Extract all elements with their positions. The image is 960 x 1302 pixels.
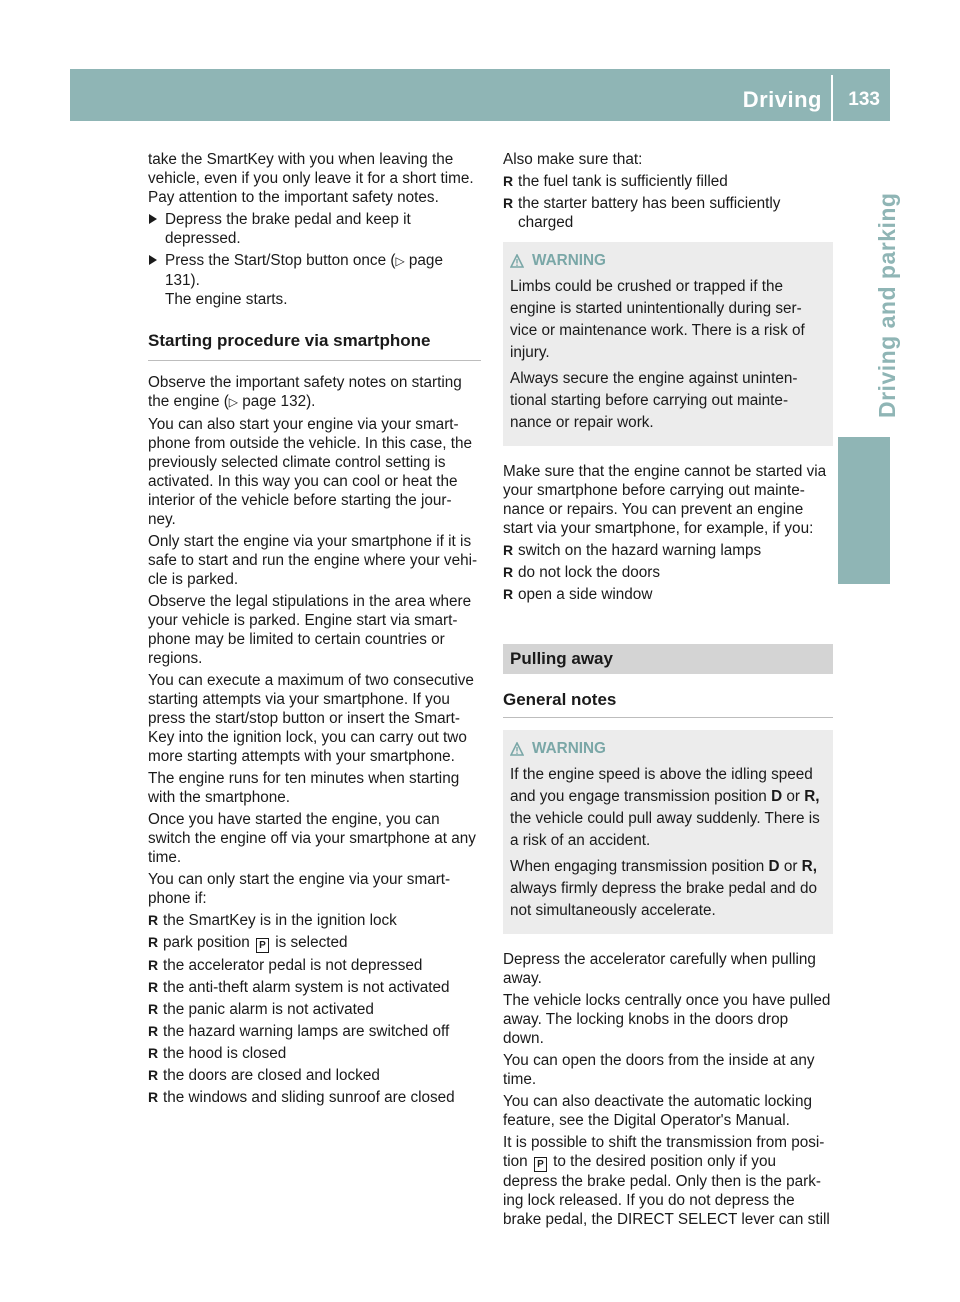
list-item: R the doors are closed and locked xyxy=(148,1067,380,1084)
list-item: R the SmartKey is in the ignition lock xyxy=(148,912,397,929)
paragraph: Observe the legal stipulations in the area where your vehicle is parked. Engine start via smart- phone may be limited to certain countries or regions. xyxy=(148,593,472,667)
intro-text: take the SmartKey with you when leaving the vehicle, even if you only leave it for a short time. Pay attention to the important safety notes. xyxy=(148,151,474,206)
list-item: R the hazard warning lamps are switched off xyxy=(148,1023,450,1040)
paragraph: You can open the doors from the inside at any time. xyxy=(503,1052,815,1088)
warning-box xyxy=(503,242,833,446)
bullet-icon: R xyxy=(503,542,514,558)
paragraph: Once you have started the engine, you can switch the engine off via your smartphone at any time. xyxy=(148,811,476,866)
bullet-icon: R xyxy=(148,1001,159,1017)
list-item: R open a side window xyxy=(503,586,653,603)
list-item: R the anti-theft alarm system is not activated xyxy=(148,979,450,996)
list-item: R the starter battery has been sufficiently charged xyxy=(503,195,781,231)
side-tab-marker xyxy=(838,437,890,584)
paragraph: The engine runs for ten minutes when starting with the smartphone. xyxy=(148,770,460,806)
list-item: R do not lock the doors xyxy=(503,564,661,581)
park-position-key: P xyxy=(534,1157,547,1172)
instruction-step: Depress the brake pedal and keep it depressed. xyxy=(148,210,481,248)
list-item: R switch on the hazard warning lamps xyxy=(503,542,762,559)
warning-triangle-icon xyxy=(510,254,524,268)
warning-triangle-icon xyxy=(510,742,524,756)
subsection-heading: General notes xyxy=(503,690,833,718)
list-item: R the accelerator pedal is not depressed xyxy=(148,957,423,974)
list-item: R the fuel tank is sufficiently filled xyxy=(503,173,728,190)
paragraph: Observe the important safety notes on starting the engine (▷ page 132). xyxy=(148,374,462,410)
side-tab-label: Driving and parking xyxy=(874,192,900,418)
warning-title: WARNING xyxy=(510,738,826,760)
paragraph: Only start the engine via your smartphone if it is safe to start and run the engine where your vehi- cle is parked. xyxy=(148,533,478,588)
right-column xyxy=(503,150,833,1232)
bullet-icon: R xyxy=(503,195,514,211)
paragraph: The vehicle locks centrally once you have pulled away. The locking knobs in the doors drop down. xyxy=(503,992,831,1047)
instruction-step: Press the Start/Stop button once (▷ page 131). The engine starts. xyxy=(148,251,481,309)
bullet-icon: R xyxy=(148,912,159,928)
bullet-icon: R xyxy=(503,586,514,602)
paragraph: You can execute a maximum of two consecutive starting attempts via your smartphone. If you press the start/stop button or insert the Smart- Key into the ignition lock, you can carry out two more starting attempts with your smartphone. xyxy=(148,672,474,765)
warning-text: Always secure the engine against uninten- tional starting before carrying out mainte- nance or repair work. xyxy=(510,370,798,431)
warning-text: When engaging transmission position D or R, always firmly depress the brake pedal and do not simultaneously accelerate. xyxy=(510,858,817,919)
step-result: The engine starts. xyxy=(165,291,288,308)
header-divider xyxy=(831,75,833,121)
bullet-icon: R xyxy=(148,934,159,950)
paragraph: You can also start your engine via your smart- phone from outside the vehicle. In this case, the previously selected climate control setting is activated. In this way you can cool or heat the interior of the vehicle before starting the jour- ney. xyxy=(148,416,472,528)
page-number: 133 xyxy=(848,89,880,110)
paragraph: Make sure that the engine cannot be started via your smartphone before carrying out mainte- nance or repairs. You can prevent an engine start via your smartphone, for example, if you: xyxy=(503,463,827,537)
left-column xyxy=(148,150,481,1110)
warning-text: If the engine speed is above the idling speed and you engage transmission position D or R, the vehicle could pull away suddenly. There is a risk of an accident. xyxy=(510,766,820,849)
page-pointer-icon: ▷ xyxy=(228,395,239,409)
park-position-key: P xyxy=(256,938,269,953)
warning-box xyxy=(503,730,833,934)
header-section-title: Driving xyxy=(742,87,822,112)
warning-title: WARNING xyxy=(510,250,826,272)
list-item: R the panic alarm is not activated xyxy=(148,1001,374,1018)
list-item: R the windows and sliding sunroof are closed xyxy=(148,1089,455,1106)
warning-text: Limbs could be crushed or trapped if the engine is started unintentionally during ser- vice or maintenance work. There is a risk of injury. xyxy=(510,278,805,361)
intro-text: Also make sure that: xyxy=(503,151,643,168)
bullet-icon: R xyxy=(503,564,514,580)
page-header xyxy=(70,69,890,121)
paragraph: You can also deactivate the automatic locking feature, see the Digital Operator's Manual. xyxy=(503,1093,812,1129)
bullet-icon: R xyxy=(148,957,159,973)
page-pointer-icon: ▷ xyxy=(395,254,405,268)
paragraph: You can only start the engine via your smart- phone if: xyxy=(148,871,451,907)
page-reference-link[interactable]: page 131). xyxy=(165,252,443,289)
subsection-heading: Starting procedure via smartphone xyxy=(148,331,481,361)
page-reference-link[interactable]: page 132). xyxy=(242,393,316,410)
paragraph: Depress the accelerator carefully when pulling away. xyxy=(503,951,816,987)
list-item: R the hood is closed xyxy=(148,1045,287,1062)
bullet-icon: R xyxy=(148,979,159,995)
paragraph: It is possible to shift the transmission from posi- tion P to the desired position only if you depress the brake pedal. Only then is the park- ing lock released. If you do not depress the brake pedal, the DIRECT SELECT lever can still xyxy=(503,1134,830,1228)
bullet-icon: R xyxy=(503,173,514,189)
list-item: R park position P is selected xyxy=(148,934,348,951)
section-heading: Pulling away xyxy=(503,644,833,674)
bullet-icon: R xyxy=(148,1067,159,1083)
bullet-icon: R xyxy=(148,1045,159,1061)
bullet-icon: R xyxy=(148,1023,159,1039)
bullet-icon: R xyxy=(148,1089,159,1105)
